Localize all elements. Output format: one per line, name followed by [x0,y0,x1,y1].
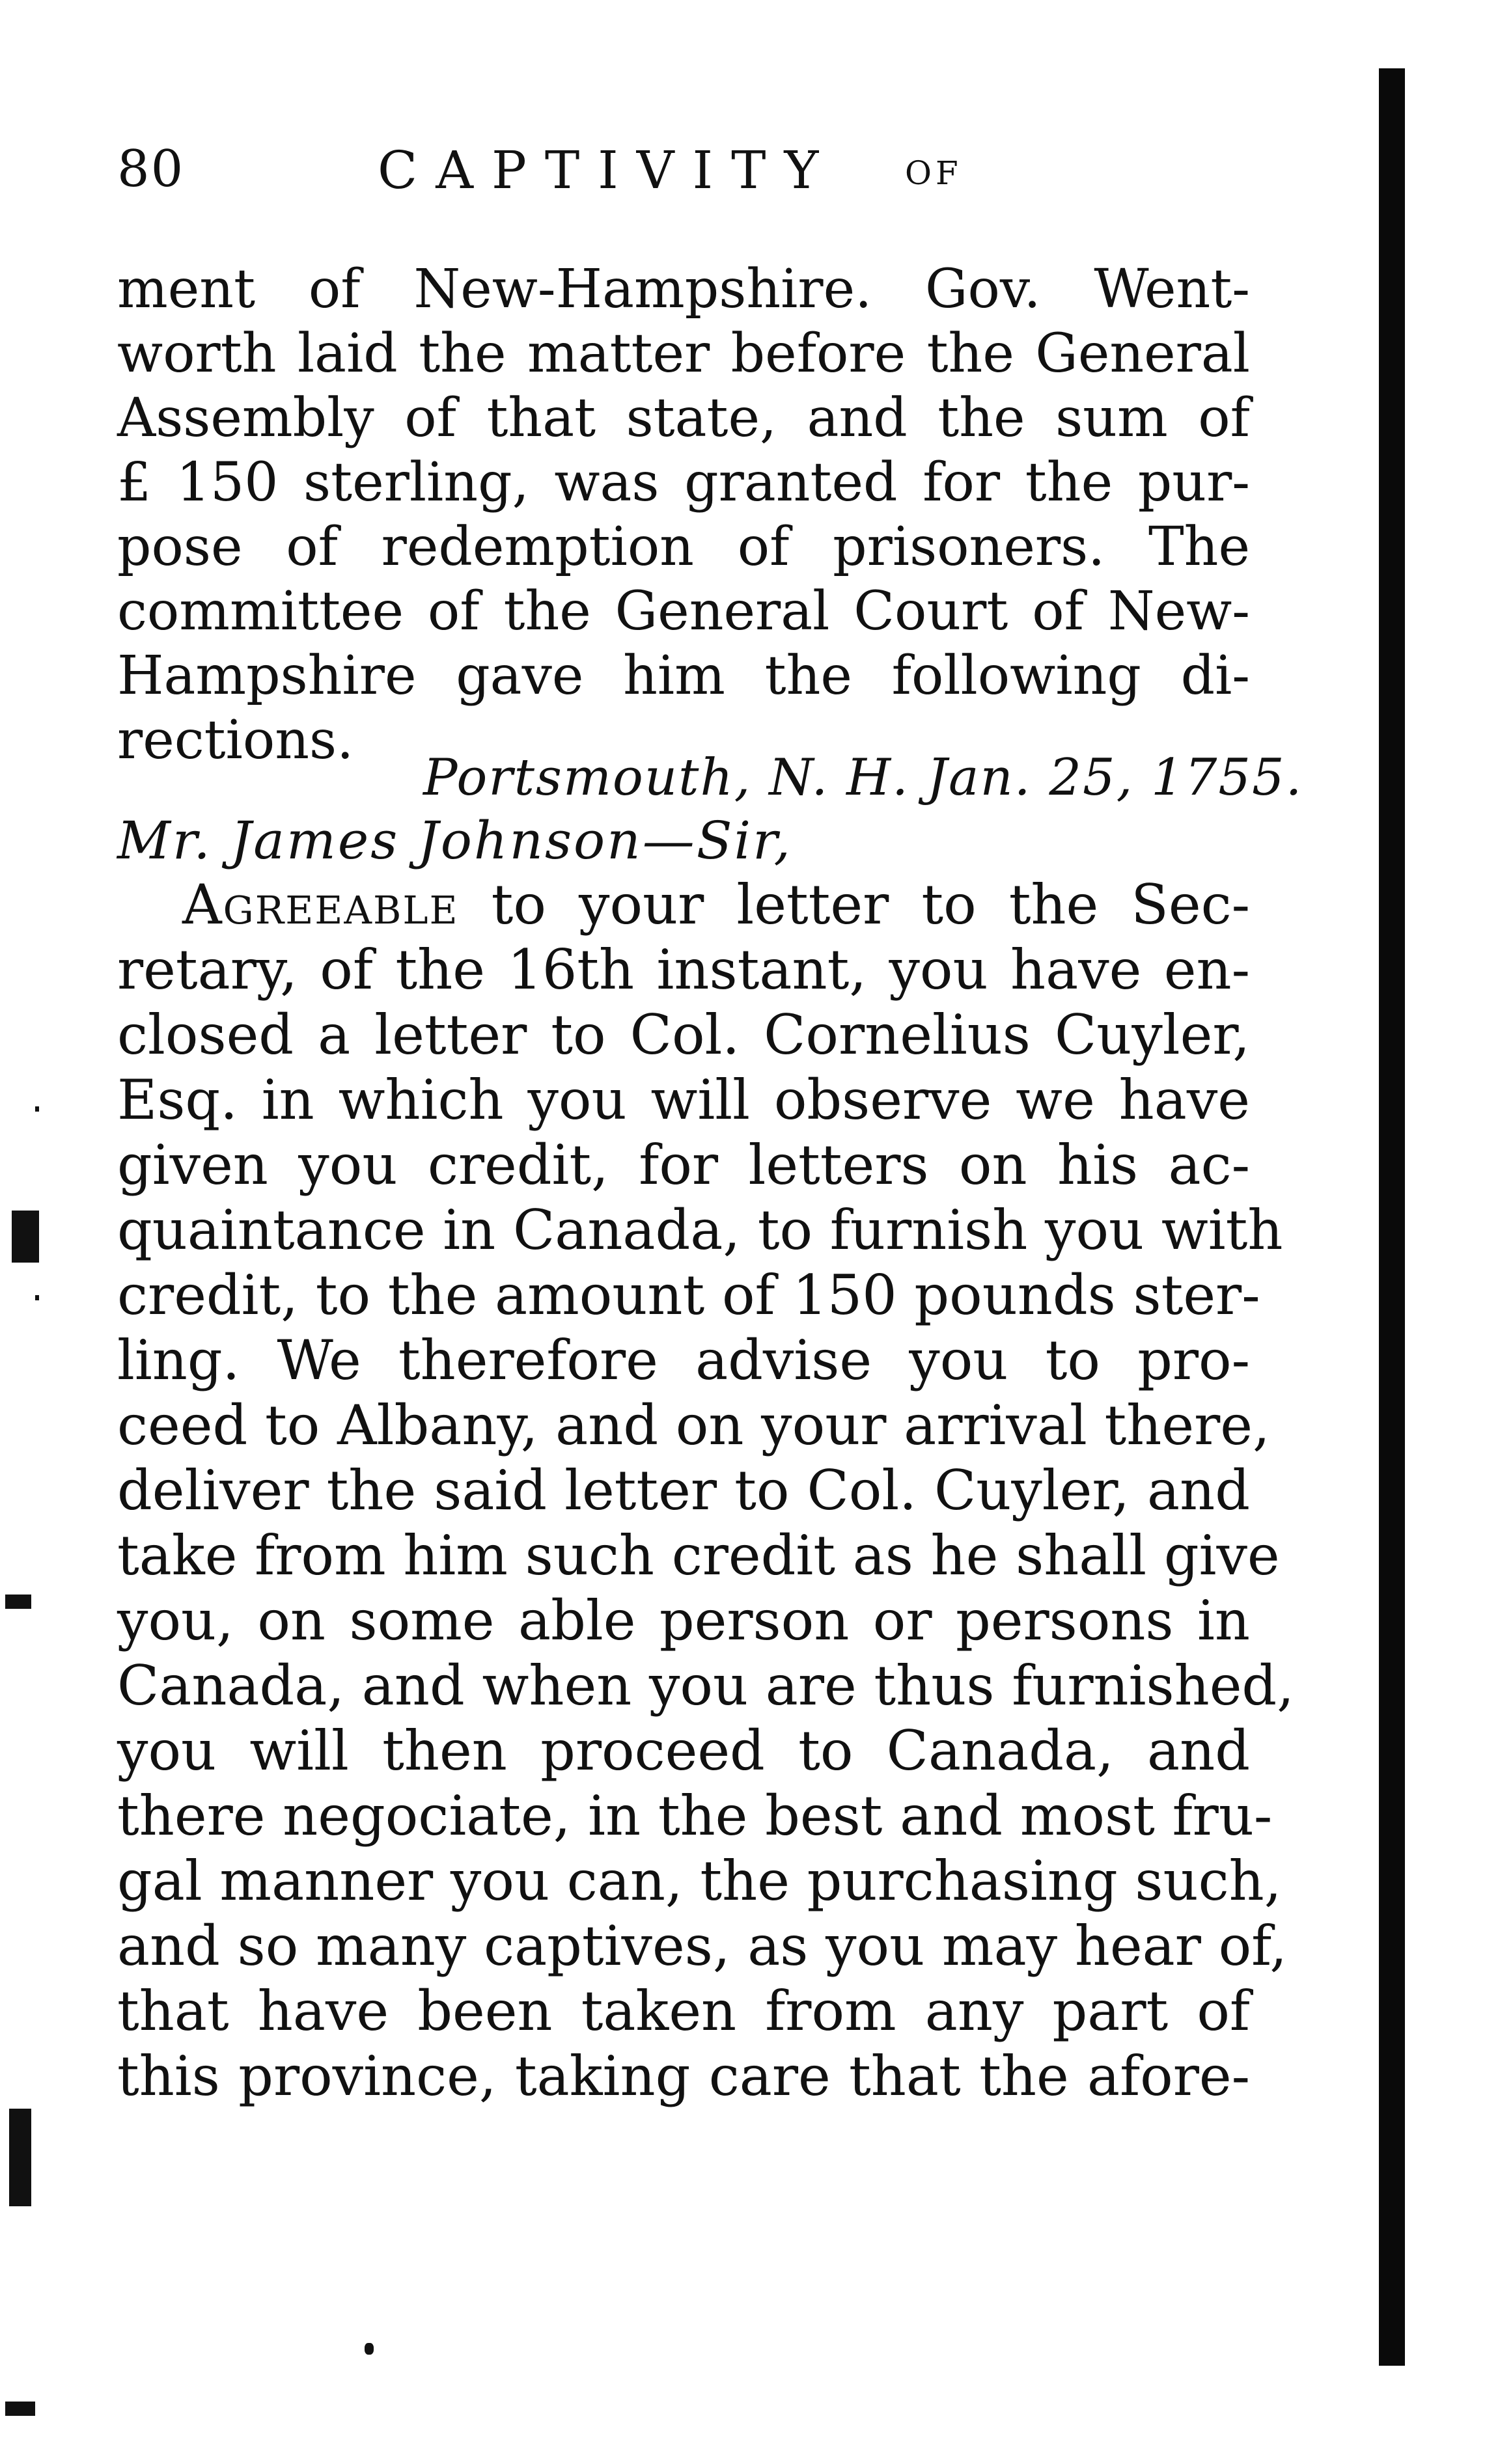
text-line: closed a letter to Col. Cornelius Cuyler, [117,1003,1250,1067]
letter-body [117,872,1294,2109]
text-line: you, on some able person or persons in [117,1589,1250,1652]
text-line: pose of redemption of prisoners. The [117,516,1250,578]
margin-speck [35,1106,39,1112]
letter-dateline: Portsmouth, N. H. Jan. 25, 1755. [423,748,1303,807]
margin-speck [12,1211,39,1263]
margin-speck [35,1295,39,1300]
text-line: Esq. in which you will observe we have [117,1068,1250,1132]
text-line: deliver the said letter to Col. Cuyler, and [117,1458,1250,1522]
text-line: Hampshire gave him the following di- [117,645,1250,707]
text-line: £ 150 sterling, was granted for the pur- [117,452,1250,513]
text-line: given you credit, for letters on his ac- [117,1133,1250,1197]
text-line: committee of the General Court of New- [117,581,1250,642]
text-line: take from him such credit as he shall give [117,1524,1280,1587]
page-edge-shadow [1379,68,1405,2366]
text-line: rections. [117,709,354,771]
letter-first-line [117,872,1250,937]
text-line: you will then proceed to Canada, and [117,1719,1250,1783]
text-line: Assembly of that state, and the sum of [117,387,1250,449]
text-line: gal manner you can, the purchasing such, [117,1849,1282,1913]
text-line: quaintance in Canada, to furnish you with [117,1198,1283,1262]
text-line: retary, of the 16th instant, you have en- [117,938,1250,1002]
text-line: ling. We therefore advise you to pro- [117,1328,1250,1392]
text-line: Canada, and when you are thus furnished, [117,1654,1294,1718]
text-line: ceed to Albany, and on your arrival there, [117,1393,1270,1457]
margin-speck [5,2402,35,2416]
ink-dot [365,2343,374,2355]
text-line: that have been taken from any part of [117,1979,1250,2043]
margin-speck [5,1595,31,1609]
opening-word: Agreeable [182,873,459,937]
margin-specks [0,0,78,2464]
text-line: and so many captives, as you may hear of, [117,1914,1287,1978]
running-head: CAPTIVITY [378,140,837,200]
margin-speck [9,2109,31,2206]
text-line: this province, taking care that the afore- [117,2044,1250,2108]
text-line: ment of New-Hampshire. Gov. Went- [117,258,1250,320]
text-line: worth laid the matter before the General [117,323,1250,385]
text-line: there negociate, in the best and most fru- [117,1784,1273,1848]
first-line-rest: to your letter to the Sec- [491,873,1250,937]
paragraph [117,257,1250,773]
running-head-of: OF [905,154,962,192]
text-line: credit, to the amount of 150 pounds ster- [117,1263,1260,1327]
page-header [117,140,1328,218]
page-number: 80 [117,140,185,198]
letter-salutation: Mr. James Johnson—Sir, [117,810,792,871]
